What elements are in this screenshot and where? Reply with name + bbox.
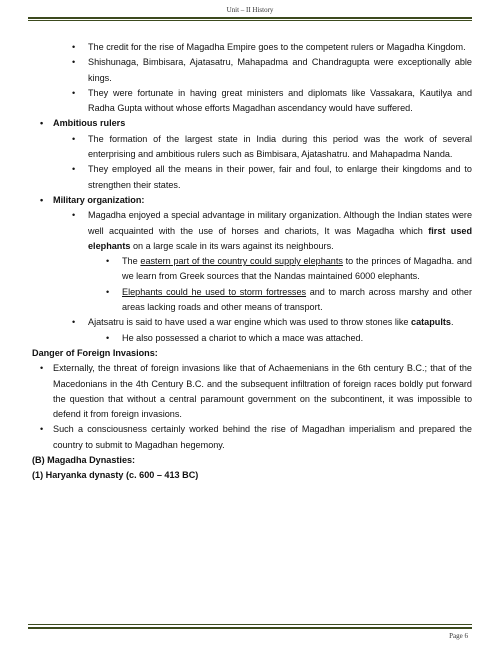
list-item: • Elephants could he used to storm fortresses and to march across marshy and other areas lacking roads and other means of transport. [32,285,472,316]
list-item: • Externally, the threat of foreign invasions like that of Achaemenians in the 6th century B.C.; that of the Macedonians in the 4th Century B.C. and the subsequent infiltration of foreign races boldly put forward the question that without a central paramount government on the subcontinent, it was impossible to defend it from foreign invasions. [32,361,472,422]
list-item: • Magadha enjoyed a special advantage in military organization. Although the Indian states were well acquainted with the use of horses and chariots, It was Magadha which first used elephants on a large scale in its wars against its neighbours. [32,208,472,254]
section-heading-danger: Danger of Foreign Invasions: [32,347,158,358]
list-item: • They were fortunate in having great ministers and diplomats like Vassakara, Kautilya and Radha Gupta without whose efforts Magadhan ascendancy would have suffered. [32,86,472,117]
section-heading-ambitious: • Ambitious rulers [32,116,472,131]
footer-rule [28,627,472,629]
list-item: • Such a consciousness certainly worked behind the rise of Magadhan imperialism and prepared the country to submit to Magadhan hegemony. [32,422,472,453]
list-item: • Ajatsatru is said to have used a war engine which was used to throw stones like catapults. [32,315,472,330]
bold-text: catapults [411,317,451,328]
page-number: Page 6 [449,632,468,640]
section-heading-haryanka: (1) Haryanka dynasty (c. 600 – 413 BC) [32,470,199,481]
header-rule-thin [28,20,472,21]
list-item: • Shishunaga, Bimbisara, Ajatasatru, Mahapadma and Chandragupta were exceptionally able kings. [32,55,472,86]
list-item: • The formation of the largest state in India during this period was the work of several enterprising and ambitious rulers such as Bimbisara, Ajatashatru. and Mahapadma Nanda. [32,132,472,163]
section-heading-military: • Military organization: [32,193,472,208]
page-header: Unit – II History [226,6,274,14]
underlined-text: Elephants could he used to storm fortresses [122,286,307,297]
list-item: • The credit for the rise of Magadha Empire goes to the competent rulers or Magadha Kingdom. [32,40,472,55]
header-rule [28,17,472,19]
underlined-text: eastern part of the country could supply elephants [140,256,343,267]
danger-list [32,361,472,453]
page-content [32,40,472,484]
list-item: • He also possessed a chariot to which a mace was attached. [32,331,472,346]
footer-rule-thin [28,624,472,625]
intro-list [32,40,472,346]
bold-text: first used elephants [88,225,473,251]
section-heading-dynasties: (B) Magadha Dynasties: [32,455,136,466]
list-item: • The eastern part of the country could supply elephants to the princes of Magadha. and we learn from Greek sources that the Nandas maintained 6000 elephants. [32,254,472,285]
list-item: • They employed all the means in their power, fair and foul, to enlarge their kingdoms and to strengthen their states. [32,162,472,193]
